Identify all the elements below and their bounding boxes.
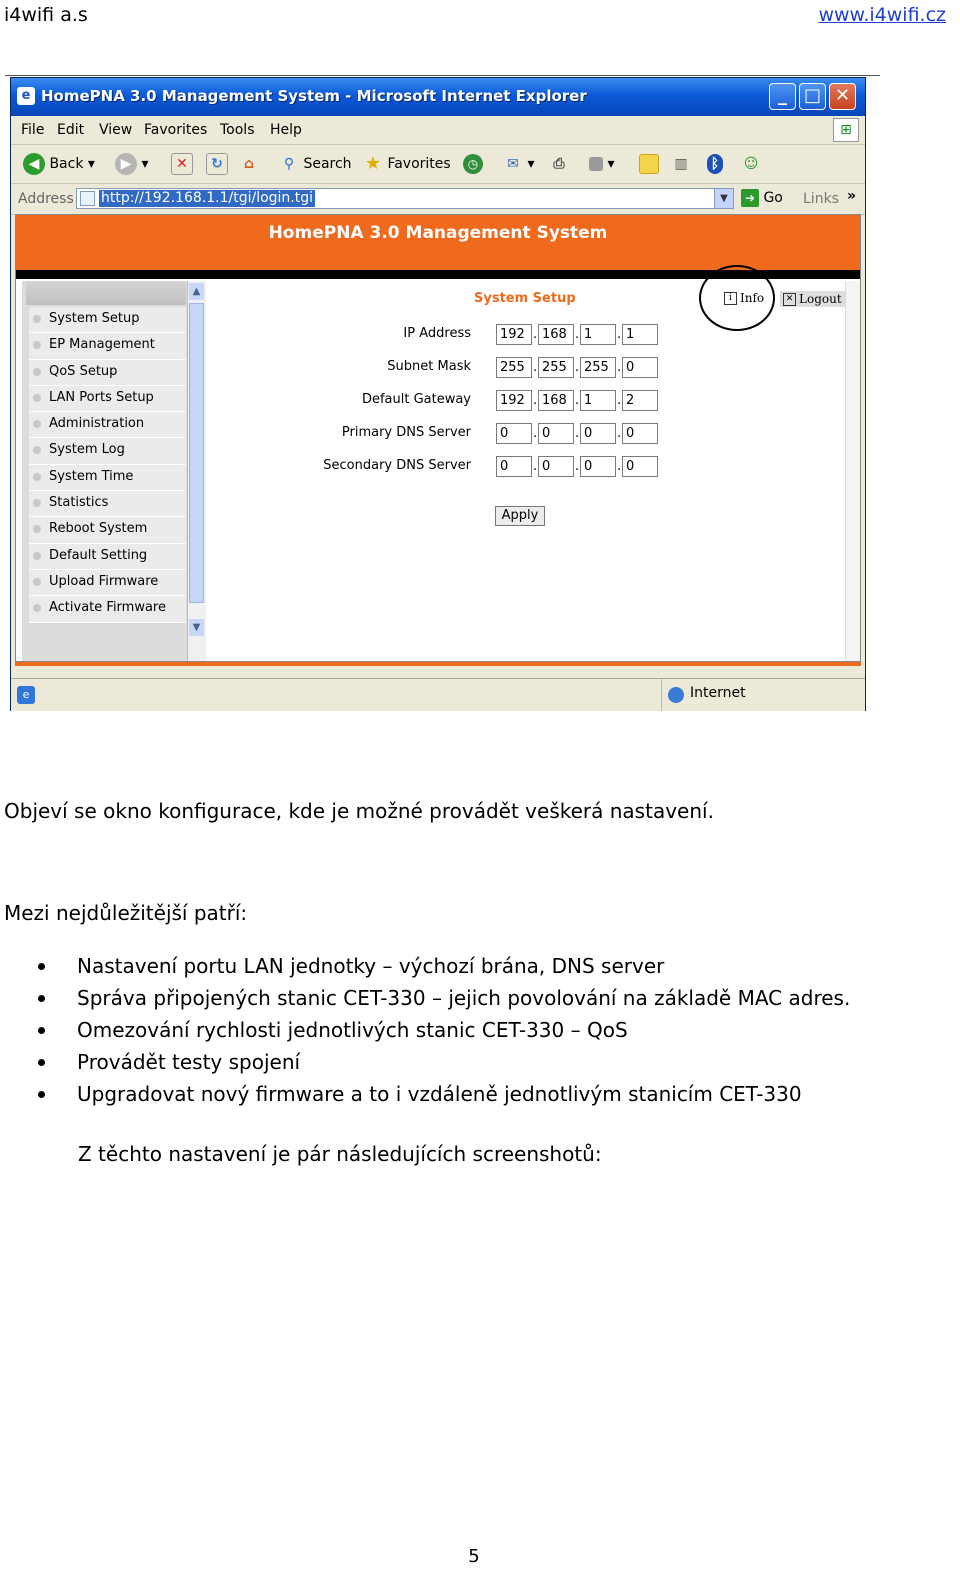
sidebar-item-label: QoS Setup <box>49 363 118 379</box>
sidebar-item-label: System Time <box>49 468 134 484</box>
messenger-button[interactable] <box>741 152 761 176</box>
edit-icon <box>589 157 603 171</box>
logout-button[interactable] <box>780 291 848 307</box>
print-button[interactable] <box>549 152 569 176</box>
stop-button[interactable] <box>171 152 193 176</box>
ip-octet-4[interactable]: 1 <box>622 324 658 345</box>
sidebar-item-reboot-system[interactable] <box>29 517 186 543</box>
gateway-octet-4[interactable]: 2 <box>622 390 658 411</box>
company-name: i4wifi a.s <box>4 4 88 26</box>
main-panel: System Setup i Info ✕ Logout IP Address 192 . 168 . 1 . 1 Subnet Mask 255 . 255 . 255 . 0 Default Gateway 192 . 168 . 1 . 2 Primary DNS Server 0 . 0 . 0 . 0 Secondary DNS Server 0 . 0 . 0 . 0 Apply <box>212 281 852 661</box>
browser-window <box>10 77 866 711</box>
mask-octet-1[interactable]: 255 <box>496 357 532 378</box>
info-label: Info <box>740 291 765 305</box>
bullet-icon <box>33 420 41 428</box>
sidebar <box>22 281 206 661</box>
bullet-icon <box>33 394 41 402</box>
edit-button[interactable]: ▾ <box>589 152 614 176</box>
header-divider <box>5 75 880 76</box>
window-title: HomePNA 3.0 Management System - Microsoft Internet Explorer <box>41 87 587 105</box>
sidebar-item-statistics[interactable] <box>29 491 186 517</box>
sidebar-header <box>26 281 186 305</box>
stop-icon: ✕ <box>171 153 193 175</box>
bullet-icon <box>38 995 45 1002</box>
logout-icon: ✕ <box>783 293 796 306</box>
bullet-icon <box>38 1059 45 1066</box>
back-label: Back <box>49 156 84 172</box>
nav-list <box>29 307 186 623</box>
sidebar-item-label: LAN Ports Setup <box>49 389 154 405</box>
dns2-octet-4[interactable]: 0 <box>622 456 658 477</box>
website-link[interactable]: www.i4wifi.cz <box>818 4 946 26</box>
gateway-octet-2[interactable]: 168 <box>538 390 574 411</box>
list-item-text: Omezování rychlosti jednotlivých stanic CET-330 – QoS <box>77 1018 628 1042</box>
security-zone <box>661 679 862 711</box>
bullet-icon <box>33 315 41 323</box>
bluetooth-button[interactable] <box>707 152 723 176</box>
history-icon: ◷ <box>463 154 483 174</box>
paragraph-list-intro: Mezi nejdůležitější patří: <box>4 901 248 925</box>
go-button[interactable] <box>741 189 783 207</box>
sidebar-item-lan-ports-setup[interactable] <box>29 386 186 412</box>
favorites-label: Favorites <box>387 156 451 172</box>
discuss-button[interactable] <box>639 152 659 176</box>
star-icon: ★ <box>364 153 382 174</box>
mail-button[interactable]: ✉ ▾ <box>503 152 534 176</box>
note-icon <box>639 154 659 174</box>
apply-button[interactable]: Apply <box>495 506 545 526</box>
sidebar-item-label: Activate Firmware <box>49 600 166 616</box>
banner <box>16 215 860 270</box>
subnet-mask-label: Subnet Mask <box>387 359 471 374</box>
bullet-icon <box>33 578 41 586</box>
menu-bar <box>11 116 865 145</box>
content-scrollbar[interactable] <box>845 281 861 661</box>
sidebar-item-ep-management[interactable] <box>29 333 186 359</box>
sidebar-item-qos-setup[interactable] <box>29 360 186 386</box>
windows-logo-icon: ⊞ <box>833 118 859 142</box>
search-icon: ⚲ <box>283 156 295 172</box>
ip-address-label: IP Address <box>403 326 471 341</box>
mail-icon: ✉ <box>507 156 519 172</box>
bullet-icon <box>38 1091 45 1098</box>
bullet-icon <box>38 963 45 970</box>
page-icon <box>80 191 95 206</box>
search-button[interactable] <box>279 152 352 176</box>
bottom-accent <box>15 662 861 666</box>
bullet-icon <box>33 368 41 376</box>
web-content <box>15 214 861 662</box>
ip-octet-3[interactable]: 1 <box>580 324 616 345</box>
dns1-octet-3[interactable]: 0 <box>580 423 616 444</box>
back-arrow-icon: ◀ <box>23 153 45 175</box>
search-label: Search <box>303 156 352 172</box>
bullet-icon <box>33 446 41 454</box>
minimize-button[interactable]: _ <box>769 83 796 110</box>
research-button[interactable] <box>671 152 691 176</box>
chevron-right-icon[interactable]: » <box>847 188 857 204</box>
menu-view[interactable]: View <box>99 122 133 138</box>
zone-label: Internet <box>690 685 746 701</box>
list-item-text: Upgradovat nový firmware a to i vzdáleně jednotlivým stanicím CET-330 <box>77 1082 802 1106</box>
print-icon: ⎙ <box>553 156 565 172</box>
address-input[interactable] <box>76 188 734 209</box>
ip-octet-2[interactable]: 168 <box>538 324 574 345</box>
sidebar-item-system-log[interactable] <box>29 438 186 464</box>
sidebar-item-system-time[interactable] <box>29 465 186 491</box>
bullet-icon <box>33 499 41 507</box>
sidebar-item-administration[interactable] <box>29 412 186 438</box>
menu-tools[interactable]: Tools <box>220 122 255 138</box>
close-button[interactable]: ✕ <box>829 83 856 110</box>
sidebar-item-system-setup[interactable] <box>29 307 186 333</box>
sidebar-item-label: Statistics <box>49 495 109 511</box>
go-label: Go <box>763 190 783 206</box>
messenger-icon: ☺ <box>743 156 759 172</box>
gateway-octet-3[interactable]: 1 <box>580 390 616 411</box>
sidebar-item-label: Administration <box>49 416 145 432</box>
ie-icon: e <box>17 87 35 105</box>
dns1-octet-2[interactable]: 0 <box>538 423 574 444</box>
sidebar-item-upload-firmware[interactable] <box>29 570 186 596</box>
dns2-octet-2[interactable]: 0 <box>538 456 574 477</box>
bullet-icon <box>38 1027 45 1034</box>
bullet-icon <box>33 552 41 560</box>
menu-help[interactable]: Help <box>270 122 302 138</box>
sidebar-item-label: System Log <box>49 442 125 458</box>
scroll-up-icon[interactable]: ▲ <box>189 283 204 300</box>
status-bar <box>11 678 865 711</box>
primary-dns-label: Primary DNS Server <box>341 425 471 440</box>
dns1-octet-1[interactable]: 0 <box>496 423 532 444</box>
forward-button[interactable]: ▶ ▾ <box>115 152 148 176</box>
dns2-octet-1[interactable]: 0 <box>496 456 532 477</box>
dns2-octet-3[interactable]: 0 <box>580 456 616 477</box>
sidebar-item-label: Reboot System <box>49 521 148 537</box>
favorites-button[interactable] <box>363 152 451 176</box>
chevron-down-icon[interactable]: ▼ <box>714 189 733 208</box>
list-item-text: Nastavení portu LAN jednotky – výchozí brána, DNS server <box>77 954 665 978</box>
home-icon: ⌂ <box>243 156 255 172</box>
mask-octet-2[interactable]: 255 <box>538 357 574 378</box>
sidebar-item-label: Default Setting <box>49 547 148 563</box>
logout-label: Logout <box>799 292 842 306</box>
paragraph-intro: Objeví se okno konfigurace, kde je možné provádět veškerá nastavení. <box>4 799 714 823</box>
menu-file[interactable]: File <box>21 122 45 138</box>
sidebar-item-label: EP Management <box>49 337 155 353</box>
list-item-text: Provádět testy spojení <box>77 1050 301 1074</box>
address-bar <box>11 184 865 215</box>
links-button[interactable]: Links <box>803 191 839 207</box>
refresh-button[interactable] <box>206 152 228 176</box>
gateway-octet-1[interactable]: 192 <box>496 390 532 411</box>
section-title: System Setup <box>474 291 576 306</box>
menu-favorites[interactable]: Favorites <box>144 122 208 138</box>
page-status-icon: e <box>17 686 35 704</box>
ip-octet-1[interactable]: 192 <box>496 324 532 345</box>
paragraph-screenshots: Z těchto nastavení je pár následujících screenshotů: <box>78 1142 602 1166</box>
title-bar <box>11 78 865 116</box>
page-number: 5 <box>468 1546 480 1567</box>
bullet-icon <box>33 473 41 481</box>
mask-octet-3[interactable]: 255 <box>580 357 616 378</box>
sidebar-item-label: Upload Firmware <box>49 573 159 589</box>
menu-edit[interactable]: Edit <box>57 122 85 138</box>
scroll-down-icon[interactable]: ▼ <box>189 619 204 636</box>
bullet-icon <box>33 341 41 349</box>
scroll-thumb[interactable] <box>189 303 204 603</box>
info-icon: i <box>724 292 737 305</box>
sidebar-item-label: System Setup <box>49 311 140 326</box>
back-button[interactable]: ◀ Back ▾ <box>23 152 95 176</box>
secondary-dns-label: Secondary DNS Server <box>323 458 471 473</box>
home-button[interactable] <box>239 152 259 176</box>
default-gateway-label: Default Gateway <box>361 392 471 407</box>
toolbar <box>11 145 865 184</box>
sidebar-item-default-setting[interactable] <box>29 544 186 570</box>
bullet-icon <box>33 604 41 612</box>
forward-arrow-icon: ▶ <box>115 153 137 175</box>
banner-title: HomePNA 3.0 Management System <box>268 223 608 243</box>
history-button[interactable] <box>463 152 483 176</box>
list-item-text: Správa připojených stanic CET-330 – jejich povolování na základě MAC adres. <box>77 986 851 1010</box>
research-icon: ▥ <box>674 156 688 172</box>
address-url[interactable]: http://192.168.1.1/tgi/login.tgi <box>101 190 314 206</box>
info-button[interactable] <box>724 291 764 305</box>
refresh-icon: ↻ <box>206 153 228 175</box>
go-arrow-icon: ➜ <box>741 189 759 207</box>
address-label: Address <box>18 191 74 207</box>
globe-icon <box>668 687 684 703</box>
sidebar-item-activate-firmware[interactable] <box>29 596 186 622</box>
maximize-button[interactable]: □ <box>799 83 826 110</box>
bluetooth-icon: ᛒ <box>707 154 723 174</box>
bullet-icon <box>33 525 41 533</box>
dns1-octet-4[interactable]: 0 <box>622 423 658 444</box>
mask-octet-4[interactable]: 0 <box>622 357 658 378</box>
sidebar-scrollbar[interactable] <box>187 281 206 661</box>
